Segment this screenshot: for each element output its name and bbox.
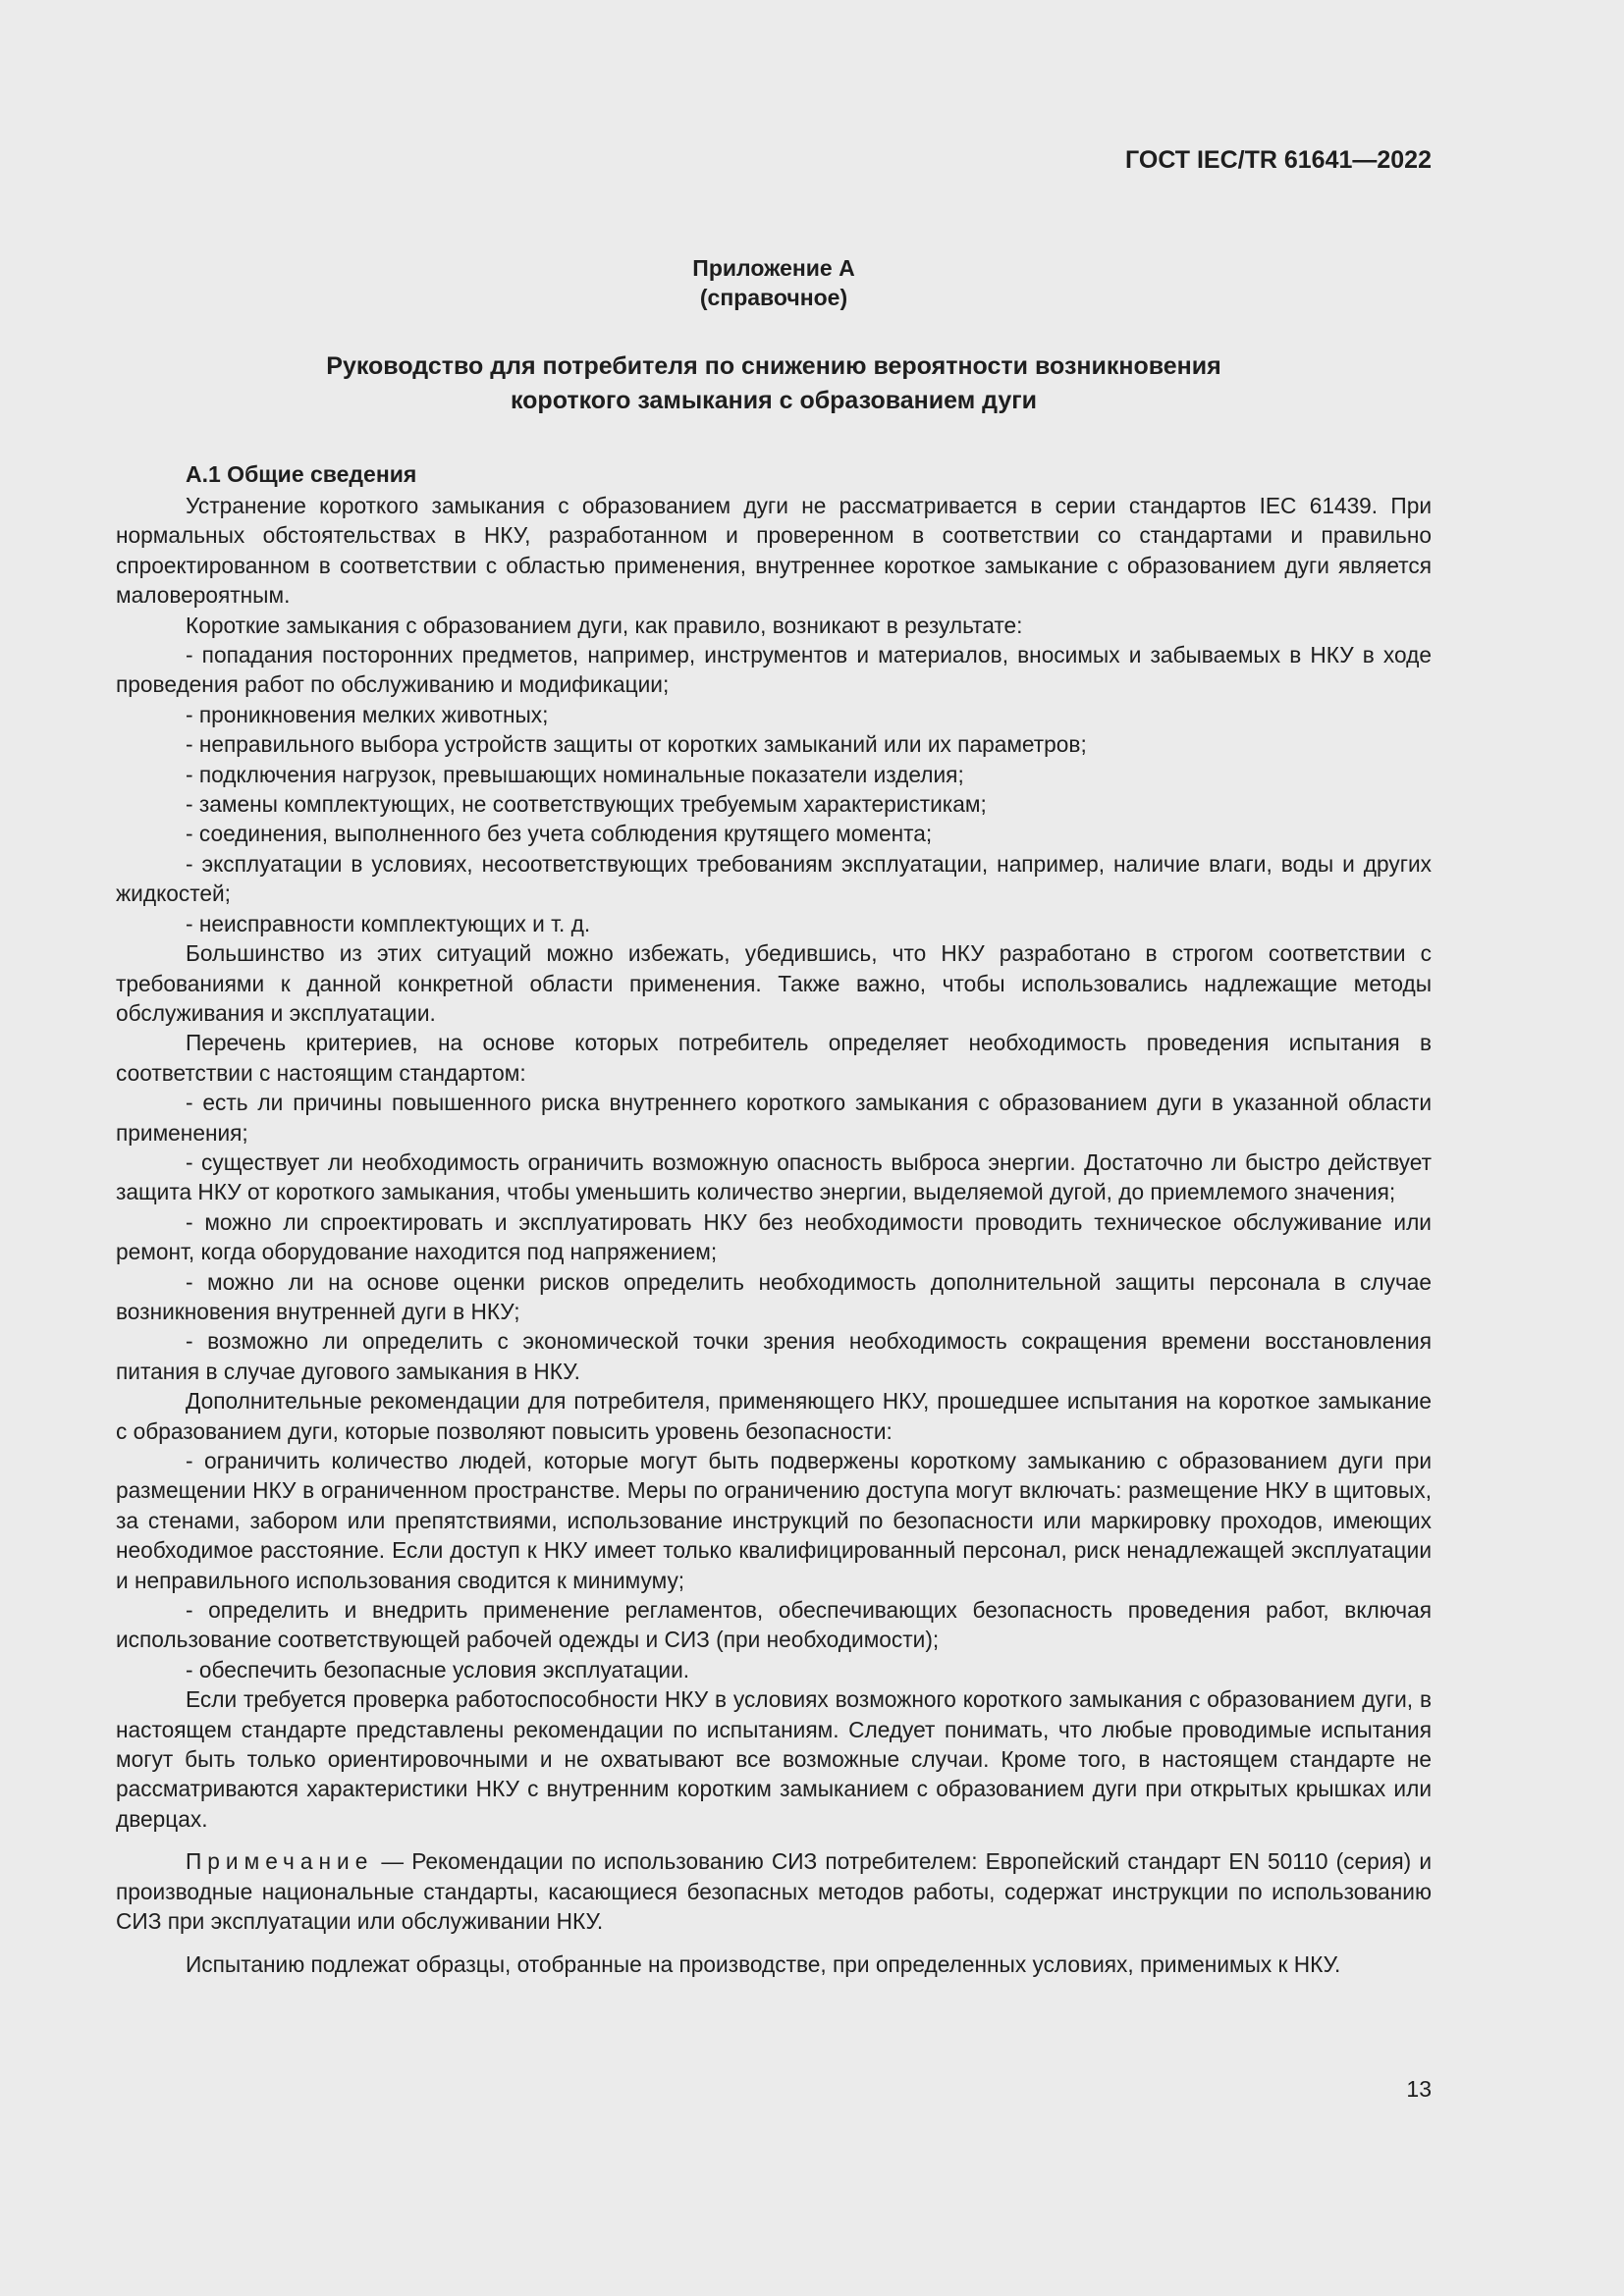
appendix-label: Приложение А xyxy=(692,255,855,281)
list-item: - попадания посторонних предметов, например, инструментов и материалов, вносимых и забываемых в НКУ в ходе проведения работ по обслуживанию и модификации; xyxy=(116,642,1432,698)
list-item: - можно ли спроектировать и эксплуатировать НКУ без необходимости проводить техническое обслуживание или ремонт, когда оборудование находится под напряжением; xyxy=(116,1208,1432,1265)
paragraph: Дополнительные рекомендации для потребителя, применяющего НКУ, прошедшее испытания на короткое замыкание с образованием дуги, которые позволяют повысить уровень безопасности: xyxy=(116,1388,1432,1444)
list-item: - можно ли на основе оценки рисков определить необходимость дополнительной защиты персонала в случае возникновения внутренней дуги в НКУ; xyxy=(116,1268,1432,1324)
list-item: - соединения, выполненного без учета соблюдения крутящего момента; xyxy=(186,821,933,847)
section-body xyxy=(116,491,1432,1979)
section-heading: А.1 Общие сведения xyxy=(186,461,417,487)
title-line-1: Руководство для потребителя по снижению вероятности возникновения xyxy=(326,352,1221,380)
list-item: - существует ли необходимость ограничить возможную опасность выброса энергии. Достаточно ли быстро действует защита НКУ от короткого замыкания, чтобы уменьшить количество энергии, выделяемой дугой, до приемлемого значения; xyxy=(116,1148,1432,1205)
document-code: ГОСТ IEC/TR 61641—2022 xyxy=(1125,146,1432,174)
paragraph: Короткие замыкания с образованием дуги, как правило, возникают в результате: xyxy=(186,612,1023,638)
list-item: - есть ли причины повышенного риска внутреннего короткого замыкания с образованием дуги в указанной области применения; xyxy=(116,1090,1432,1146)
list-item: - определить и внедрить применение регламентов, обеспечивающих безопасность проведения работ, включая использование соответствующей рабочей одежды и СИЗ (при необходимости); xyxy=(116,1597,1432,1653)
list-item: - эксплуатации в условиях, несоответствующих требованиям эксплуатации, например, наличие влаги, воды и других жидкостей; xyxy=(116,850,1432,907)
list-item: - проникновения мелких животных; xyxy=(186,701,549,727)
final-paragraph: Испытанию подлежат образцы, отобранные на производстве, при определенных условиях, применимых к НКУ. xyxy=(186,1950,1341,1977)
list-item: - ограничить количество людей, которые могут быть подвержены короткому замыканию с образованием дуги при размещении НКУ в ограниченном пространстве. Меры по ограничению доступа могут включать: размещение НКУ в щитовых, за стенами, забором или препятствиями, использование инструкций по безопасности или маркировку проходов, имеющих необходимое расстояние. Если доступ к НКУ имеет только квалифицированный персонал, риск ненадлежащей эксплуатации и неправильного использования сводится к минимуму; xyxy=(116,1448,1432,1593)
list-item: - замены комплектующих, не соответствующих требуемым характеристикам; xyxy=(186,791,987,818)
list-item: - возможно ли определить с экономической точки зрения необходимость сокращения времени восстановления питания в случае дугового замыкания в НКУ. xyxy=(116,1328,1432,1384)
appendix-title xyxy=(116,349,1432,418)
paragraph: Большинство из этих ситуаций можно избежать, убедившись, что НКУ разработано в строгом соответствии с требованиями к данной конкретной области применения. Также важно, чтобы использовались надлежащие методы обслуживания и эксплуатации. xyxy=(116,940,1432,1026)
note-label: Примечание xyxy=(186,1848,374,1875)
paragraph: Если требуется проверка работоспособности НКУ в условиях возможного короткого замыкания с образованием дуги, в настоящем стандарте представлены рекомендации по испытаниям. Следует понимать, что любые проводимые испытания могут быть только ориентировочными и не охватывают все возможные случаи. Кроме того, в настоящем стандарте не рассматриваются характеристики НКУ с внутренним коротким замыканием с образованием дуги при открытых крышках или дверцах. xyxy=(116,1686,1432,1832)
list-item: - неправильного выбора устройств защиты от коротких замыканий или их параметров; xyxy=(186,731,1087,758)
page-number: 13 xyxy=(1406,2076,1432,2102)
appendix-header xyxy=(116,253,1432,312)
list-item: - обеспечить безопасные условия эксплуатации. xyxy=(186,1656,690,1682)
paragraph: Перечень критериев, на основе которых потребитель определяет необходимость проведения испытания в соответствии с настоящим стандартом: xyxy=(116,1030,1432,1086)
list-item: - неисправности комплектующих и т. д. xyxy=(186,910,591,936)
title-line-2: короткого замыкания с образованием дуги xyxy=(510,387,1038,414)
appendix-kind: (справочное) xyxy=(699,285,848,310)
note-text: — Рекомендации по использованию СИЗ потребителем: Европейский стандарт EN 50110 (серия) и производные национальные стандарты, касающиеся безопасных методов работы, содержат инструкции по использованию СИЗ при эксплуатации или обслуживании НКУ. xyxy=(116,1848,1432,1935)
list-item: - подключения нагрузок, превышающих номинальные показатели изделия; xyxy=(186,761,964,787)
paragraph: Устранение короткого замыкания с образованием дуги не рассматривается в серии стандартов IEC 61439. При нормальных обстоятельствах в НКУ, разработанном и проверенном в соответствии со стандартами и правильно спроектированном в соответствии с областью применения, внутреннее короткое замыкание с образованием дуги является маловероятным. xyxy=(116,493,1432,609)
note xyxy=(116,1846,1432,1936)
document-page xyxy=(116,145,1432,1979)
